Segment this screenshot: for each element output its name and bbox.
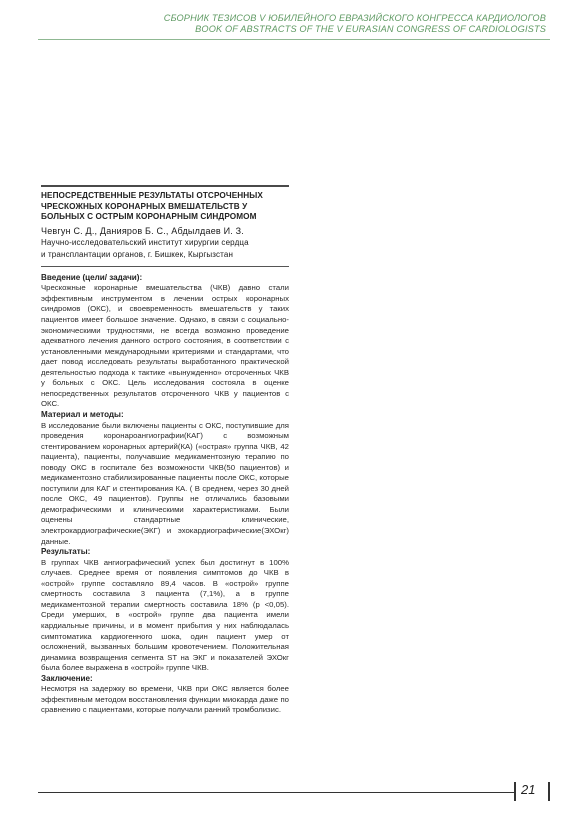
abstract [41,185,289,716]
section-heading-conclusion: Заключение: [41,673,93,683]
running-header [26,13,546,35]
section-text-introduction: Чрескожные коронарные вмешательства (ЧКВ) давно стали эффективным инструментом в лечении острых коронарных синдромов (ОКС), и своевременность вмешательств у таких пациентов имеет большое значение. Однако, в связи с социально-экономическими трудностями, не всегда возможно проведение адекватного лечения данного острого состояния, в соответствии с установленными международными критериями и стандартами, что дает повод исследовать результаты выработанного практической деятельностью подхода к тактике «вынужденно» отсроченных ЧКВ у больных с ОКС. Цель исследования состояла в оценке непосредственных результатов отсроченного ЧКВ у пациентов с ОКС. [41,283,289,409]
abstract-authors: Чевгун С. Д., Данияров Б. С., Абдылдаев И. З. [41,225,244,236]
running-header-ru: СБОРНИК ТЕЗИСОВ V ЮБИЛЕЙНОГО ЕВРАЗИЙСКОГО КОНГРЕССА КАРДИОЛОГОВ [163,13,546,23]
affiliation-line-1: Научно-исследовательский институт хирургии сердца [41,237,249,247]
page-number-bar-right [548,782,550,801]
running-header-en: BOOK OF ABSTRACTS OF THE V EURASIAN CONGRESS OF CARDIOLOGISTS [195,24,546,34]
page-number-bar-left [514,782,516,801]
footer-rule [38,792,514,793]
section-heading-methods: Материал и методы: [41,409,124,419]
abstract-affiliation [41,237,289,262]
abstract-top-rule [41,185,289,187]
header-rule [38,39,550,40]
section-text-conclusion: Несмотря на задержку во времени, ЧКВ при ОКС является более эффективным методом восстановления функции миокарда даже по сравнению с пациентами, которые получали ранний тромболизис. [41,684,289,715]
section-text-methods: В исследование были включены пациенты с ОКС, поступившие для проведения коронароангиографии(КАГ) с возможным стентированием коронарных артерий(КА) («острая» группа ЧКВ, 42 пациента), пациенты, получавшие медикаментозную терапию по поводу ОКС в госпитале без возможности ЧКВ(50 пациентов) и медикаментозно стабилизированные пациенты после ОКС, которые поступили для КАГ и стентирования КА. ( В среднем, через 30 дней после ОКС, 49 пациентов). Группы не отличались базовыми демографическими и клиническими характеристиками. Были оценены стандартные клинические, электрокардиографические(ЭКГ) и эхокардиографические(ЭХОкг) данные. [41,420,289,546]
abstract-title: НЕПОСРЕДСТВЕННЫЕ РЕЗУЛЬТАТЫ ОТСРОЧЕННЫХ ЧРЕСКОЖНЫХ КОРОНАРНЫХ ВМЕШАТЕЛЬСТВ У БОЛЬНЫХ С ОСТРЫМ КОРОНАРНЫМ СИНДРОМОМ [41,191,263,222]
abstract-header-rule [41,266,289,267]
affiliation-line-2: и трансплантации органов, г. Бишкек, Кыргызстан [41,250,234,260]
section-heading-results: Результаты: [41,547,91,557]
page-number: 21 [521,782,536,797]
section-text-results: В группах ЧКВ ангиографический успех был достигнут в 100% случаев. Среднее время от появления симптомов до ЧКВ в «острой» группе составляло 89,4 часов. В «острой» группе смертность составила 3 пациента (7,1%), а в группе медикаментозной терапии смертность составила 18% (р <0,05). Среди умерших, в «острой» группе два пациента имели кардиальные причины, и в момент прибытия у них наблюдалась симптоматика кардиогенного шока, один пациент умер от осложнений, вызванных большим кровотечением. Положительная динамика возвращения сегмента ST на ЭКГ и показателей ЭХОкг была более выражена в «острой» группе ЧКВ. [41,557,289,673]
section-heading-introduction: Введение (цели/ задачи): [41,272,143,282]
